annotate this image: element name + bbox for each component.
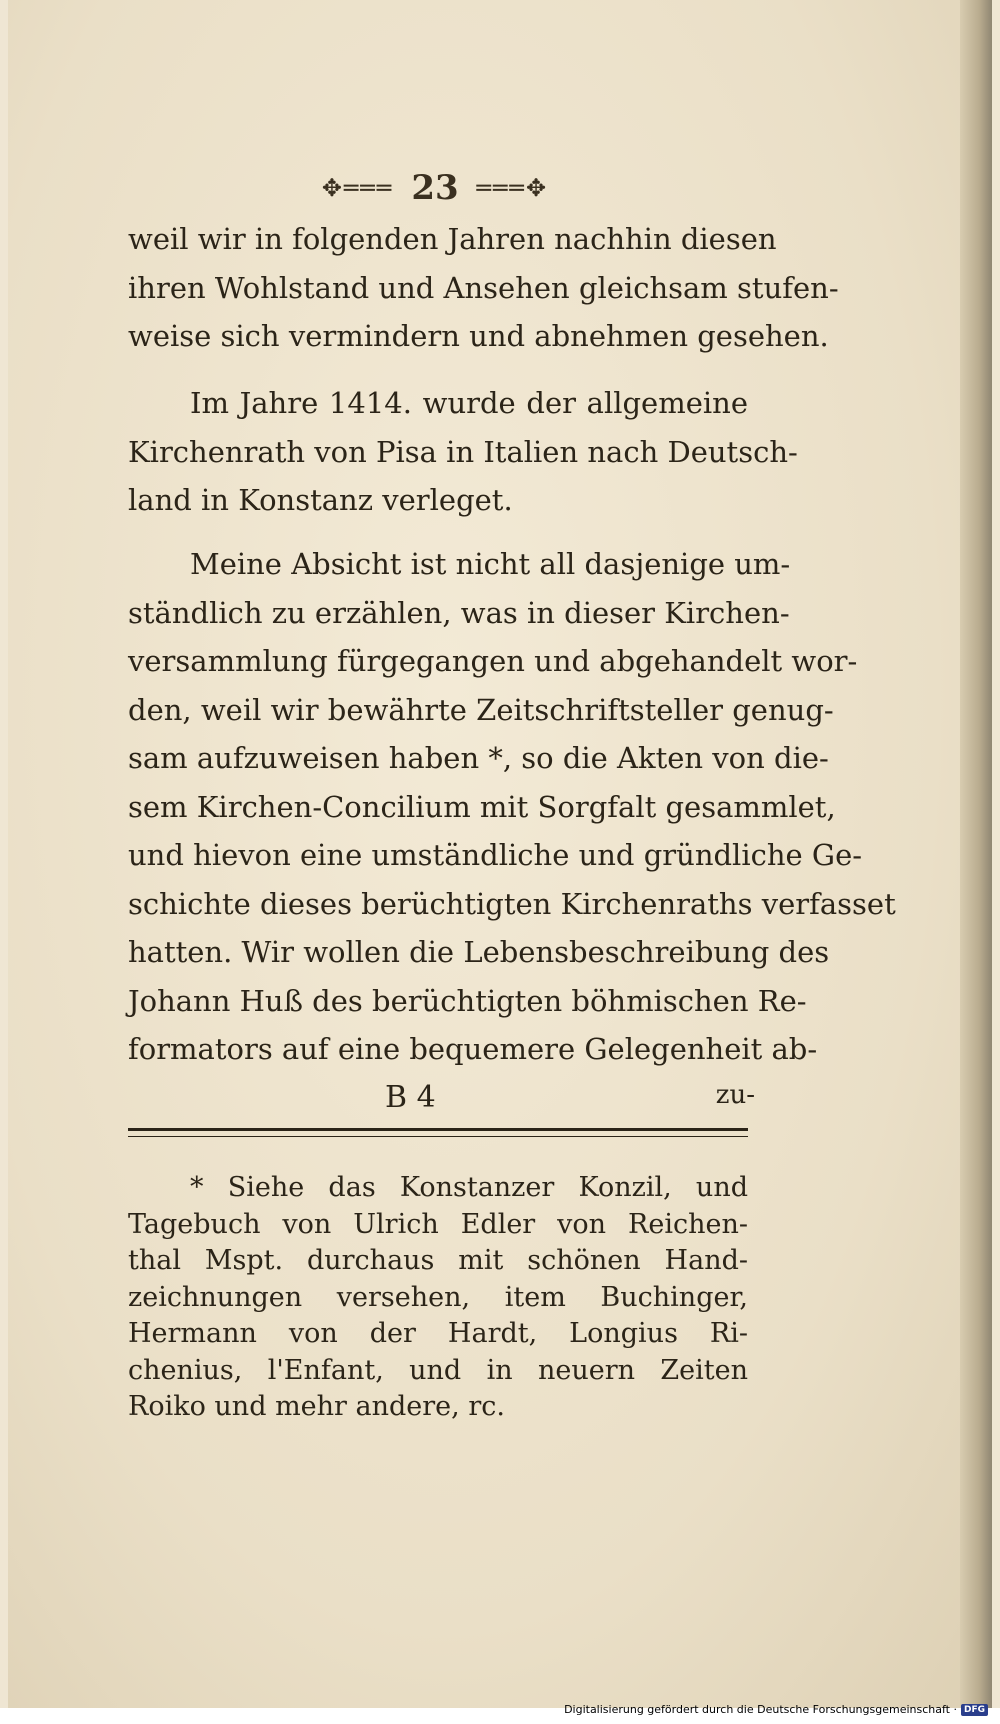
text-line: sem Kirchen-Concilium mit Sorgfalt gesammlet, [128,789,836,824]
text-line: weil wir in folgenden Jahren nachhin diesen [128,222,777,256]
footnote-line: chenius, l'Enfant, und in neuern Zeiten [128,1354,748,1386]
text-line: weise sich vermindern und abnehmen gesehen. [128,319,829,353]
text-line: formators auf eine bequemere Gelegenheit ab- [128,1032,818,1066]
page-edge-shadow [960,0,992,1712]
page-number: 23 [411,168,459,208]
text-line: ständlich zu erzählen, was in dieser Kirchen- [128,595,790,630]
footnote-line: thal Mspt. durchaus mit schönen Hand- [128,1245,748,1276]
footnote-line: Roiko und mehr andere, rc. [128,1391,505,1422]
footnote-line: Tagebuch von Ulrich Edler von Reichen- [128,1208,748,1240]
paragraph-continuation [128,215,839,361]
text-line: Johann Huß des berüchtigten böhmischen Re- [128,983,807,1018]
text-line: schichte dieses berüchtigten Kirchenraths verfasset [128,886,896,921]
footnote [128,1170,748,1426]
text-line: den, weil wir bewährte Zeitschriftsteller genug- [128,692,834,727]
footnote-line: zeichnungen versehen, item Buchinger, [128,1281,748,1313]
signature-line [385,1080,755,1115]
footnote-line: Hermann von der Hardt, Longius Ri- [128,1318,748,1349]
text-line: ihren Wohlstand und Ansehen gleichsam stufen- [128,270,839,305]
paragraph-intention [128,540,896,1074]
text-line: und hievon eine umständliche und gründliche Ge- [128,838,863,872]
footnote-line: * Siehe das Konstanzer Konzil, und [190,1172,748,1203]
credit-text: Digitalisierung gefördert durch die Deutsche Forschungsgemeinschaft · [564,1703,957,1716]
page-header [300,168,570,208]
text-line: Kirchenrath von Pisa in Italien nach Deutsch- [128,434,798,469]
ornament-right-icon: ═══✥ [476,174,549,202]
text-line: hatten. Wir wollen die Lebensbeschreibung des [128,935,830,969]
text-line: Meine Absicht ist nicht all dasjenige um- [190,547,791,581]
footnote-divider [128,1128,748,1137]
dfg-logo-icon: DFG [961,1704,988,1716]
signature-mark: B 4 [385,1080,436,1115]
text-line: Im Jahre 1414. wurde der allgemeine [190,386,748,420]
paragraph-council [128,379,798,525]
catchword: zu- [715,1080,755,1110]
text-line: versammlung fürgegangen und abgehandelt wor- [128,644,858,678]
text-line: land in Konstanz verleget. [128,483,513,517]
digitization-credit [564,1703,988,1716]
ornament-left-icon: ✥═══ [321,174,394,202]
text-line: sam aufzuweisen haben *, so die Akten von die- [128,741,829,775]
